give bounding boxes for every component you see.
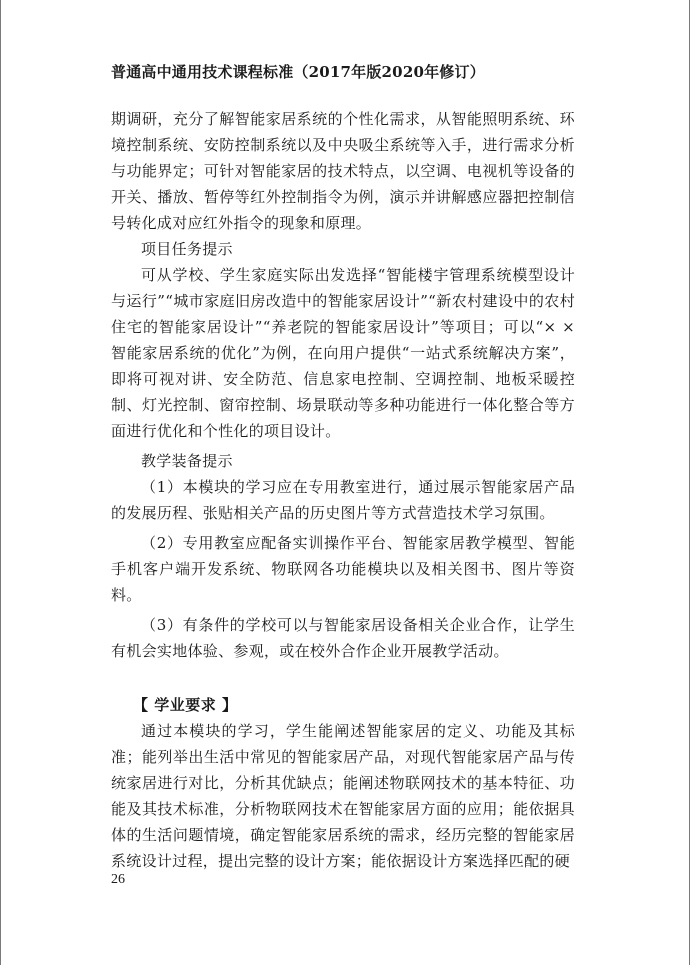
spacer [111, 664, 575, 692]
running-header-title: 普通高中通用技术课程标准（2017年版2020年修订） [111, 63, 485, 81]
equipment-item-2: （2）专用教室应配备实训操作平台、智能家居教学模型、智能手机客户端开发系统、物联网各功能模块以及相关图书、图片等资料。 [111, 534, 575, 604]
project-hint-paragraph: 可从学校、学生家庭实际出发选择“智能楼宇管理系统模型设计与运行”“城市家庭旧房改造中的智能家居设计”“新农村建设中的农村住宅的智能家居设计”“养老院的智能家居设计”等项目；可以“× × 智能家居系统的优化”为例，在向用户提供“一站式系统解决方案”，即将可视对讲、安全防范、信息家电控制、空调控制、地板采暖控制、灯光控制、窗帘控制、场景联动等多种功能进行一体化整合等方面进行优化和个性化的项目设计。 [111, 266, 575, 440]
equipment-item-3: （3）有条件的学校可以与智能家居设备相关企业合作，让学生有机会实地体验、参观，或在校外合作企业开展教学活动。 [111, 616, 575, 660]
paragraph-continued: 期调研，充分了解智能家居系统的个性化需求，从智能照明系统、环境控制系统、安防控制系统以及中央吸尘系统等入手，进行需求分析与功能界定；可针对智能家居的技术特点，以空调、电视机等设备的开关、播放、暂停等红外控制指令为例，演示并讲解感应器把控制信号转化成对应红外指令的现象和原理。 [111, 110, 575, 232]
page-number: 26 [111, 872, 125, 887]
academic-requirements-heading: 【 学业要求 】 [133, 696, 238, 714]
body-text [111, 106, 575, 874]
academic-requirements-paragraph: 通过本模块的学习，学生能阐述智能家居的定义、功能及其标准；能列举出生活中常见的智能家居产品，对现代智能家居产品与传统家居进行对比，分析其优缺点；能阐述物联网技术的基本特征、功能及其技术标准，分析物联网技术在智能家居方面的应用；能依据具体的生活问题情境，确定智能家居系统的需求，经历完整的智能家居系统设计过程，提出完整的设计方案；能依据设计方案选择匹配的硬 [111, 722, 575, 870]
equipment-item-1: （1）本模块的学习应在专用教室进行，通过展示智能家居产品的发展历程、张贴相关产品的历史图片等方式营造技术学习氛围。 [111, 478, 575, 522]
project-hint-heading: 项目任务提示 [141, 240, 233, 258]
equipment-hint-heading: 教学装备提示 [141, 452, 233, 470]
